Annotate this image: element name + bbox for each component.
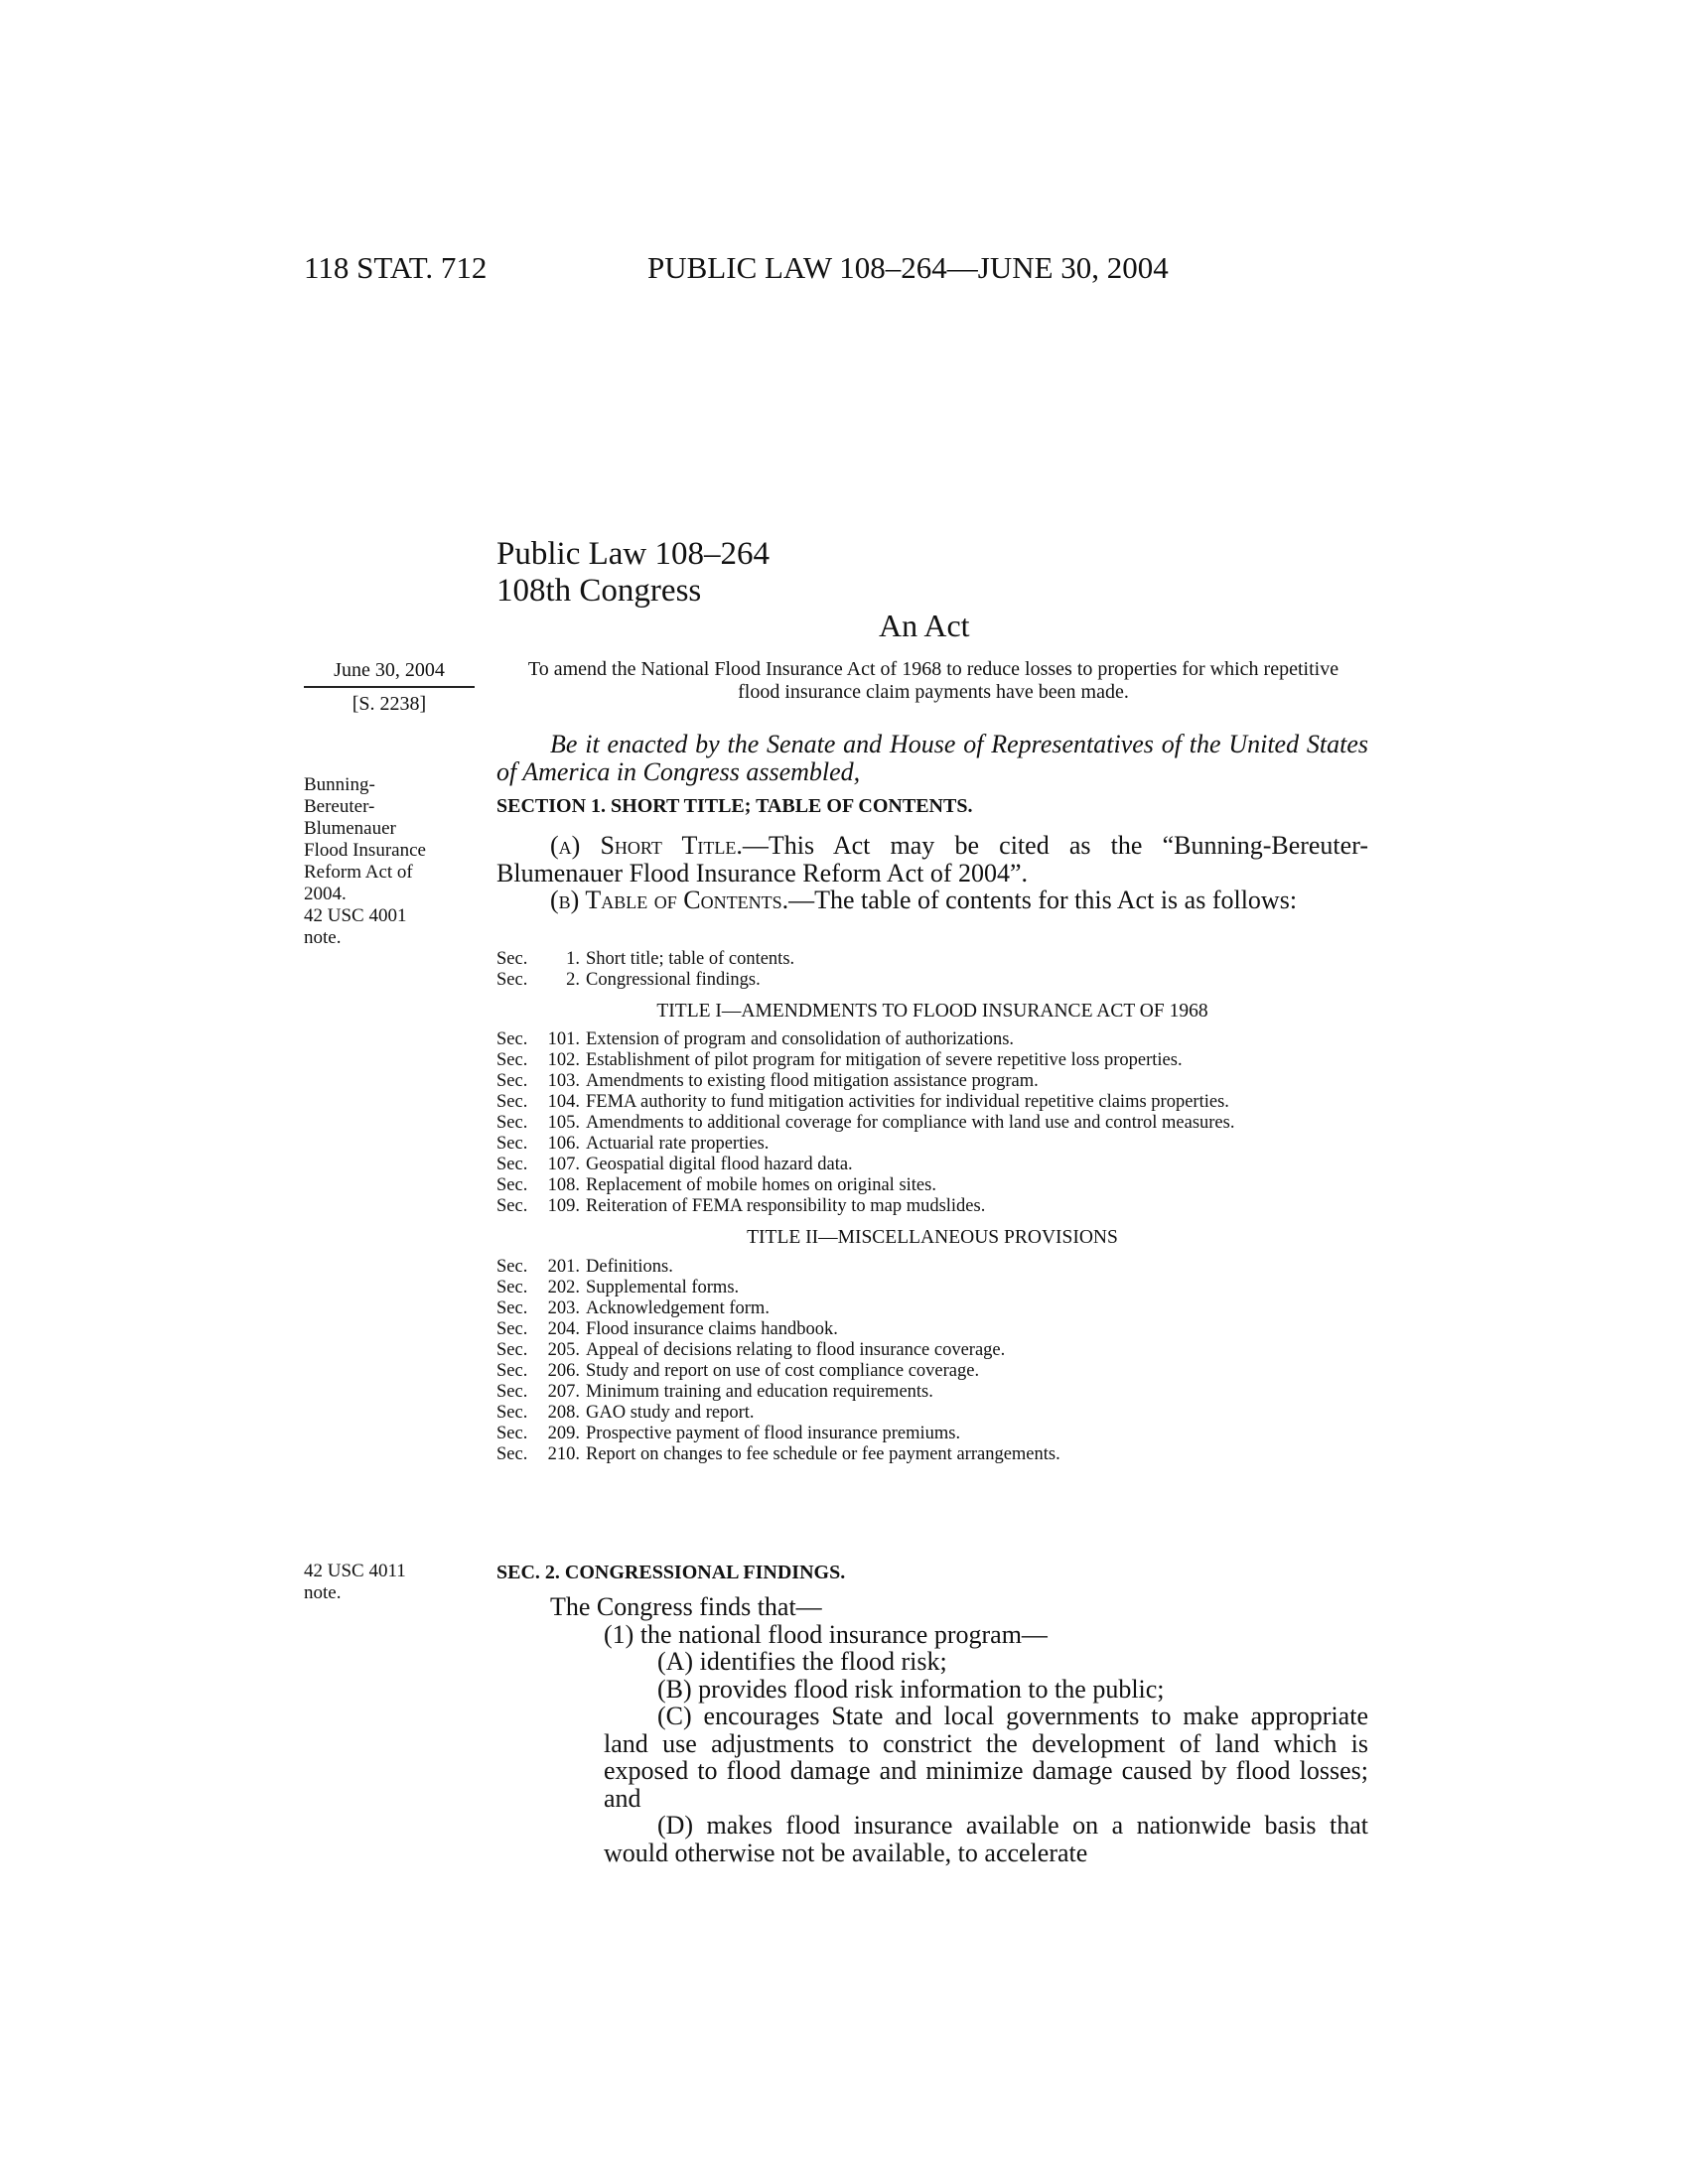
enacting-clause: Be it enacted by the Senate and House of Representatives of the United States of America in Congress assembled, xyxy=(496,730,1368,786)
toc-sec-label: Sec. xyxy=(496,1071,528,1091)
toc-title-2-list xyxy=(496,1257,1368,1465)
toc-title-1-heading: TITLE I—AMENDMENTS TO FLOOD INSURANCE ACT OF 1968 xyxy=(656,1001,1208,1022)
toc-sec-label: Sec. xyxy=(496,1134,528,1154)
toc-sec-number: 202. xyxy=(547,1278,580,1297)
finding-subparagraph-a: (A) identifies the flood risk; xyxy=(657,1647,947,1676)
bill-number: [S. 2238] xyxy=(352,693,427,715)
toc-sec-title: Flood insurance claims handbook. xyxy=(586,1319,838,1339)
an-act-heading: An Act xyxy=(879,608,970,643)
toc-sec-number: 103. xyxy=(547,1071,580,1091)
toc-sec-label: Sec. xyxy=(496,1319,528,1339)
toc-entry xyxy=(496,1403,1368,1424)
toc-sec-title: FEMA authority to fund mitigation activities for individual repetitive claims properties. xyxy=(586,1092,1229,1112)
margin-note-line: Flood Insurance xyxy=(304,840,426,861)
toc-sec-title: GAO study and report. xyxy=(586,1403,755,1423)
toc-sec-label: Sec. xyxy=(496,1278,528,1297)
toc-entry xyxy=(496,1278,1368,1298)
toc-entry xyxy=(496,1340,1368,1361)
toc-sec-number: 105. xyxy=(547,1113,580,1133)
subsection-label: (a) Short Title. xyxy=(550,831,743,860)
toc-sec-title: Establishment of pilot program for mitigation of severe repetitive loss properties. xyxy=(586,1050,1183,1070)
toc-entry xyxy=(496,1134,1368,1155)
toc-entry xyxy=(496,1424,1368,1444)
section-1-b xyxy=(496,887,1368,914)
toc-sec-title: Study and report on use of cost compliance coverage. xyxy=(586,1361,980,1381)
toc-sec-number: 104. xyxy=(547,1092,580,1112)
section-1-heading: SECTION 1. SHORT TITLE; TABLE OF CONTENTS. xyxy=(496,795,973,817)
toc-sec-number: 106. xyxy=(547,1134,580,1154)
toc-sec-number: 109. xyxy=(547,1196,580,1216)
toc-sec-label: Sec. xyxy=(496,1382,528,1402)
page-stat-number: 118 STAT. 712 xyxy=(304,250,488,285)
margin-note-line: 2004. xyxy=(304,884,347,904)
toc-sec-number: 210. xyxy=(547,1444,580,1464)
margin-note-line: note. xyxy=(304,1582,342,1603)
table-of-contents xyxy=(496,949,1368,1465)
subsection-text: —The table of contents for this Act is as follows: xyxy=(788,886,1298,914)
toc-intro-list xyxy=(496,949,1368,991)
toc-sec-number: 209. xyxy=(547,1424,580,1443)
toc-sec-title: Geospatial digital flood hazard data. xyxy=(586,1155,853,1174)
margin-note-short-title xyxy=(304,774,478,949)
toc-sec-title: Appeal of decisions relating to flood insurance coverage. xyxy=(586,1340,1006,1360)
toc-sec-number: 107. xyxy=(547,1155,580,1174)
finding-paragraph-1: (1) the national flood insurance program— xyxy=(604,1619,1048,1649)
toc-entry xyxy=(496,1175,1368,1196)
toc-title-2-heading: TITLE II—MISCELLANEOUS PROVISIONS xyxy=(747,1227,1118,1248)
toc-entry xyxy=(496,1092,1368,1113)
subsection-text: —This Act may be cited as the “Bunning-Bereuter-Blumenauer Flood Insurance Reform Act of 2004”. xyxy=(496,831,1368,887)
congressional-findings xyxy=(496,1593,1368,1866)
margin-note-line: Bereuter- xyxy=(304,796,375,817)
toc-sec-number: 208. xyxy=(547,1403,580,1423)
toc-sec-number: 101. xyxy=(547,1029,580,1049)
toc-sec-title: Supplemental forms. xyxy=(586,1278,740,1297)
public-law-number: Public Law 108–264 xyxy=(496,536,770,572)
toc-sec-label: Sec. xyxy=(496,1029,528,1049)
toc-entry xyxy=(496,1298,1368,1319)
subsection-label: (b) Table of Contents. xyxy=(550,886,789,914)
toc-entry xyxy=(496,949,1368,970)
toc-entry xyxy=(496,970,1368,991)
toc-entry xyxy=(496,1050,1368,1071)
toc-sec-title: Amendments to additional coverage for compliance with land use and control measures. xyxy=(586,1113,1235,1133)
toc-sec-label: Sec. xyxy=(496,949,528,969)
toc-sec-number: 201. xyxy=(547,1257,580,1277)
toc-sec-label: Sec. xyxy=(496,1113,528,1133)
enactment-date: June 30, 2004 xyxy=(334,659,445,681)
toc-sec-label: Sec. xyxy=(496,1403,528,1423)
toc-entry xyxy=(496,1257,1368,1278)
margin-note-line: Bunning- xyxy=(304,774,375,795)
congress-number: 108th Congress xyxy=(496,573,702,609)
toc-sec-label: Sec. xyxy=(496,1196,528,1216)
toc-sec-title: Short title; table of contents. xyxy=(586,949,795,969)
toc-entry xyxy=(496,1071,1368,1092)
toc-entry xyxy=(496,1361,1368,1382)
toc-entry xyxy=(496,1382,1368,1403)
findings-intro: The Congress finds that— xyxy=(550,1592,822,1621)
toc-sec-label: Sec. xyxy=(496,1424,528,1443)
toc-sec-title: Amendments to existing flood mitigation assistance program. xyxy=(586,1071,1039,1091)
toc-sec-title: Acknowledgement form. xyxy=(586,1298,770,1318)
toc-entry xyxy=(496,1196,1368,1217)
toc-sec-label: Sec. xyxy=(496,1361,528,1381)
margin-note-line: note. xyxy=(304,927,342,948)
toc-sec-title: Reiteration of FEMA responsibility to map mudslides. xyxy=(586,1196,986,1216)
toc-sec-number: 204. xyxy=(547,1319,580,1339)
toc-sec-number: 205. xyxy=(547,1340,580,1360)
toc-sec-number: 102. xyxy=(547,1050,580,1070)
margin-note-line: Reform Act of xyxy=(304,862,413,883)
finding-subparagraph-c: (C) encourages State and local governments to make appropriate land use adjustments to constrict the development of land which is exposed to flood damage and minimize damage caused by flood losses; and xyxy=(604,1702,1368,1813)
toc-sec-label: Sec. xyxy=(496,1155,528,1174)
margin-note-line: 42 USC 4011 xyxy=(304,1561,406,1581)
toc-entry xyxy=(496,1444,1368,1465)
toc-sec-label: Sec. xyxy=(496,1175,528,1195)
margin-note-line: Blumenauer xyxy=(304,818,396,839)
toc-sec-number: 206. xyxy=(547,1361,580,1381)
toc-sec-number: 1. xyxy=(566,949,580,969)
toc-sec-number: 203. xyxy=(547,1298,580,1318)
toc-sec-title: Report on changes to fee schedule or fee payment arrangements. xyxy=(586,1444,1060,1464)
toc-entry xyxy=(496,1155,1368,1175)
toc-sec-title: Minimum training and education requirements. xyxy=(586,1382,933,1402)
toc-title-1-list xyxy=(496,1029,1368,1217)
toc-sec-label: Sec. xyxy=(496,1050,528,1070)
act-purpose: To amend the National Flood Insurance Act of 1968 to reduce losses to properties for which repetitive flood insurance claim payments have been made. xyxy=(527,658,1339,703)
toc-sec-title: Prospective payment of flood insurance premiums. xyxy=(586,1424,961,1443)
sidebar-divider xyxy=(304,686,475,688)
toc-sec-label: Sec. xyxy=(496,1298,528,1318)
toc-entry xyxy=(496,1113,1368,1134)
toc-sec-title: Replacement of mobile homes on original sites. xyxy=(586,1175,936,1195)
toc-entry xyxy=(496,1029,1368,1050)
section-1-a xyxy=(496,832,1368,887)
toc-sec-title: Definitions. xyxy=(586,1257,673,1277)
toc-sec-label: Sec. xyxy=(496,1340,528,1360)
toc-sec-number: 207. xyxy=(547,1382,580,1402)
finding-subparagraph-b: (B) provides flood risk information to the public; xyxy=(657,1674,1165,1704)
toc-sec-label: Sec. xyxy=(496,1444,528,1464)
toc-sec-title: Actuarial rate properties. xyxy=(586,1134,770,1154)
running-header: PUBLIC LAW 108–264—JUNE 30, 2004 xyxy=(647,250,1169,285)
toc-sec-title: Congressional findings. xyxy=(586,970,761,990)
toc-sec-number: 108. xyxy=(547,1175,580,1195)
section-2-heading: SEC. 2. CONGRESSIONAL FINDINGS. xyxy=(496,1562,846,1583)
toc-sec-label: Sec. xyxy=(496,970,528,990)
toc-entry xyxy=(496,1319,1368,1340)
toc-sec-number: 2. xyxy=(566,970,580,990)
margin-note-line: 42 USC 4001 xyxy=(304,905,407,926)
toc-sec-label: Sec. xyxy=(496,1257,528,1277)
finding-subparagraph-d: (D) makes flood insurance available on a nationwide basis that would otherwise not be available, to accelerate xyxy=(604,1811,1368,1867)
toc-sec-label: Sec. xyxy=(496,1092,528,1112)
margin-note-section-2 xyxy=(304,1561,478,1604)
toc-sec-title: Extension of program and consolidation of authorizations. xyxy=(586,1029,1015,1049)
